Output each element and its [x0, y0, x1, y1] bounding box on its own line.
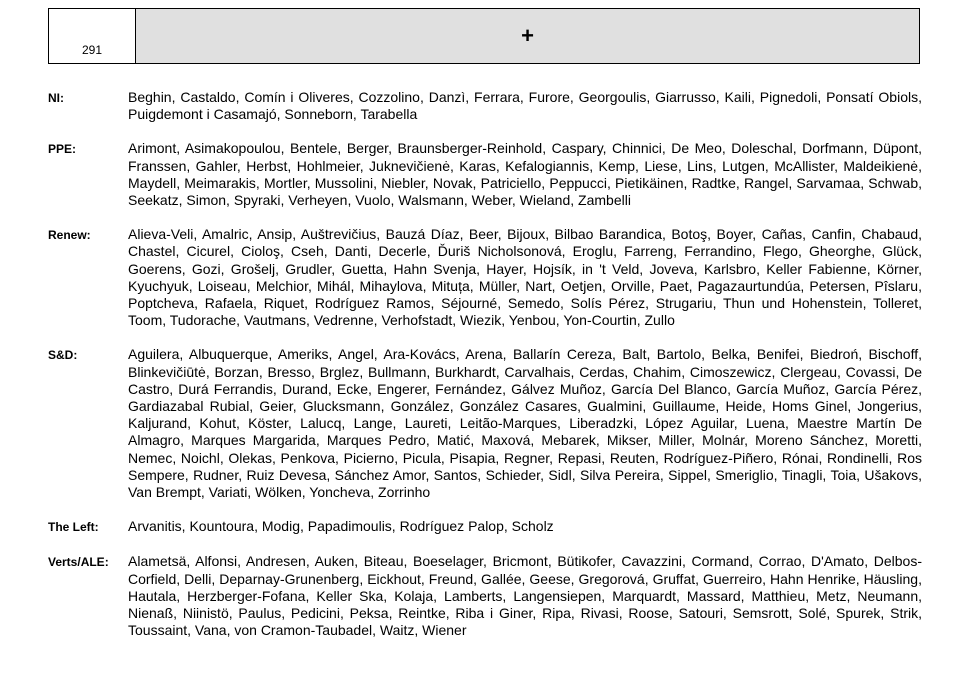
group-members: Arimont, Asimakopoulou, Bentele, Berger, Braunsberger-Reinhold, Caspary, Chinnici, De Meo, Doleschal, Dorfmann, Düpont, Franssen, Gahler, Herbst, Hohlmeier, Juknevičienė, Karas, Kefalogiannis, Kemp, Liese, Lins, Lutgen, McAllister, Maldeikienė, Maydell, Meimarakis, Mortler, Mussolini, Niebler, Novak, Patriciello, Peppucci, Pietikäinen, Radtke, Rangel, Sarvamaa, Schwab, Seekatz, Simon, Spyraki, Verheyen, Vuolo, Walsmann, Weber, Wieland, Zambelli [128, 140, 922, 209]
group-verts-ale [48, 553, 922, 639]
group-name: Verts/ALE: [48, 555, 109, 570]
vote-sign: + [136, 9, 919, 63]
group-ni [48, 89, 922, 123]
group-name: Renew: [48, 228, 91, 243]
group-the-left [48, 518, 922, 536]
group-name: PPE: [48, 142, 77, 157]
group-name: NI: [48, 91, 64, 105]
group-members: Alieva-Veli, Amalric, Ansip, Auštrevičius, Bauzá Díaz, Beer, Bijoux, Bilbao Barandica, Botoş, Boyer, Cañas, Canfin, Chabaud, Chastel, Cicurel, Cioloş, Cseh, Danti, Decerle, Ďuriš Nicholsonová, Eroglu, Farreng, Ferrandino, Flego, Gheorghe, Glück, Goerens, Gozi, Grošelj, Grudler, Guetta, Hahn Svenja, Hayer, Hojsík, in 't Veld, Joveva, Karlsbro, Keller Fabienne, Körner, Kyuchyuk, Loiseau, Melchior, Mihál, Mihaylova, Mituța, Müller, Nart, Oetjen, Orville, Paet, Pagazaurtundúa, Petersen, Pîslaru, Poptcheva, Rafaela, Riquet, Rodríguez Ramos, Séjourné, Semedo, Solís Pérez, Strugariu, Thun und Hohenstein, Tolleret, Toom, Tudorache, Vautmans, Vedrenne, Verhofstadt, Wiezik, Yenbou, Yon-Courtin, Zullo [128, 226, 922, 329]
vote-number: 291 [49, 9, 136, 63]
group-members: Alametsä, Alfonsi, Andresen, Auken, Biteau, Boeselager, Bricmont, Bütikofer, Cavazzini, Cormand, Corrao, D'Amato, Delbos-Corfield, Delli, Deparnay-Grunenberg, Eickhout, Freund, Gallée, Geese, Gregorová, Gruffat, Guerreiro, Hahn Henrike, Häusling, Hautala, Herzberger-Fofana, Keller Ska, Kolaja, Lamberts, Langensiepen, Marquardt, Massard, Matthieu, Metz, Neumann, Nienaß, Niinistö, Paulus, Pedicini, Peksa, Reintke, Riba i Giner, Ripa, Rivasi, Roose, Satouri, Semsrott, Solé, Spurek, Strik, Toussaint, Vana, von Cramon-Taubadel, Waitz, Wiener [128, 553, 922, 639]
group-members: Aguilera, Albuquerque, Ameriks, Angel, Ara-Kovács, Arena, Ballarín Cereza, Balt, Bartolo, Belka, Benifei, Biedroń, Bischoff, Blinkevičiūtė, Borzan, Bresso, Brglez, Bullmann, Burkhardt, Carvalhais, Cerdas, Chahim, Cimoszewicz, Clergeau, Covassi, De Castro, Durá Ferrandis, Durand, Ecke, Engerer, Fernández, Gálvez Muñoz, García Del Blanco, García Muñoz, García Pérez, Gardiazabal Rubial, Geier, Glucksmann, González, González Casares, Gualmini, Guillaume, Heide, Homs Ginel, Jongerius, Kaljurand, Kohut, Köster, Lalucq, Lange, Laureti, Leitão-Marques, Liberadzki, López Aguilar, Luena, Maestre Martín De Almagro, Marques Margarida, Marques Pedro, Matić, Maxová, Mebarek, Mikser, Miller, Molnár, Moreno Sánchez, Moretti, Nemec, Noichl, Olekas, Penkova, Picierno, Picula, Pisapia, Regner, Repasi, Reuten, Rodríguez-Piñero, Rónai, Rondinelli, Ros Sempere, Rudner, Ruiz Devesa, Sánchez Amor, Santos, Schieder, Sidl, Silva Pereira, Sippel, Smeriglio, Tinagli, Toia, Ušakovs, Van Brempt, Variati, Wölken, Yoncheva, Zorrinho [128, 346, 922, 501]
group-members: Arvanitis, Kountoura, Modig, Papadimoulis, Rodríguez Palop, Scholz [128, 518, 554, 535]
group-name: The Left: [48, 520, 99, 535]
group-sd [48, 346, 922, 501]
vote-header [48, 8, 920, 64]
group-name: S&D: [48, 348, 78, 363]
group-renew [48, 226, 922, 329]
group-ppe [48, 140, 922, 209]
group-list [48, 89, 922, 656]
group-members: Beghin, Castaldo, Comín i Oliveres, Cozzolino, Danzì, Ferrara, Furore, Georgoulis, Giarrusso, Kaili, Pignedoli, Ponsatí Obiols, Puigdemont i Casamajó, Sonneborn, Tarabella [128, 89, 922, 123]
